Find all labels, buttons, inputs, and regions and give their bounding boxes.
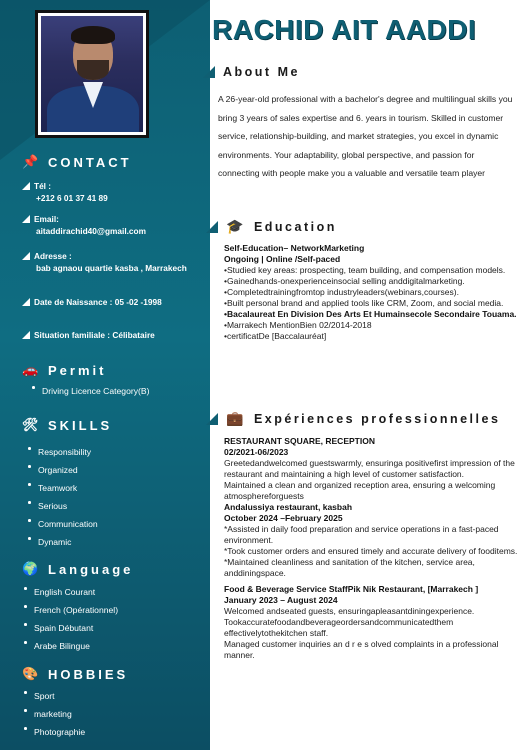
contact-family-status: Situation familiale : Célibataire: [22, 329, 208, 341]
education-line: •Bacalaureat En Division Des Arts Et Humainsecole Secondaire Touama.: [224, 309, 517, 319]
palette-icon: 🎨: [22, 666, 42, 681]
list-item: French (Opérationnel): [24, 601, 118, 619]
job-description: *Took customer orders and ensured timely and accurate delivery of fooditems.: [224, 546, 518, 556]
email-value[interactable]: aitaddirachid40@gmail.com: [36, 226, 146, 236]
graduation-cap-icon: 🎓: [226, 218, 246, 234]
contact-phone: Tél : +212 6 01 37 41 89: [22, 180, 208, 204]
list-item: Spain Débutant: [24, 619, 118, 637]
job-dates: January 2023 – August 2024: [224, 595, 338, 605]
list-item: Teamwork: [28, 479, 98, 497]
contact-email: Email: aitaddirachid40@gmail.com: [22, 213, 208, 237]
education-line: •Studied key areas: prospecting, team building, and compensation models.: [224, 265, 506, 275]
job-dates: 02/2021-06/2023: [224, 447, 289, 457]
list-item: Responsibility: [28, 443, 98, 461]
education-line: •certificatDe [Baccalauréat]: [224, 331, 327, 341]
experience-heading: 💼 Expériences professionnelles: [206, 410, 500, 427]
list-item: marketing: [24, 705, 85, 723]
job-description: Greetedandwelcomed guestswarmly, ensuringa positivefirst impression of the restaurant and maintaining a high level of customer satisfaction.: [224, 458, 515, 479]
profile-photo: [35, 10, 149, 138]
list-item: Arabe Bilingue: [24, 637, 118, 655]
triangle-bullet-icon: [22, 298, 30, 306]
education-details: [224, 243, 522, 342]
triangle-marker-icon: [203, 66, 215, 78]
contact-heading: 📌 CONTACT: [22, 154, 132, 170]
person-name: RACHID AIT AADDI: [212, 14, 477, 45]
job-title: Food & Beverage Service StaffPik Nik Restaurant, [Marrakech ]: [224, 584, 479, 594]
permit-list: [32, 382, 149, 400]
triangle-bullet-icon: [22, 182, 30, 190]
skills-list: [28, 443, 98, 551]
hobbies-list: [24, 687, 85, 741]
permit-heading: 🚗 Permit: [22, 362, 107, 378]
skills-heading: 🛠 SKILLS: [22, 417, 113, 433]
phone-value[interactable]: +212 6 01 37 41 89: [36, 193, 108, 203]
list-item: Sport: [24, 687, 85, 705]
globe-icon: 🌍: [22, 561, 42, 576]
list-item: Dynamic: [28, 533, 98, 551]
hobbies-heading: 🎨 HOBBIES: [22, 666, 129, 682]
triangle-bullet-icon: [22, 252, 30, 260]
triangle-bullet-icon: [22, 215, 30, 223]
list-item: Communication: [28, 515, 98, 533]
list-item: English Courant: [24, 583, 118, 601]
education-line: Self-Education– NetworkMarketing: [224, 243, 365, 253]
car-icon: 🚗: [22, 362, 42, 377]
education-line: •Built personal brand and applied tools like CRM, Zoom, and social media.: [224, 298, 504, 308]
job-description: Welcomed andseated guests, ensuringapleasantdiningexperience. Tookaccuratefoodandbeverageordersandcommunicatedthem effectivelytothekitchen staff.: [224, 606, 475, 638]
pin-icon: 📌: [22, 154, 42, 169]
language-heading: 🌍 Language: [22, 561, 134, 577]
contact-birthdate: Date de Naissance : 05 -02 -1998: [22, 296, 208, 308]
list-item: Organized: [28, 461, 98, 479]
education-heading: 🎓 Education: [206, 218, 337, 235]
list-item: Driving Licence Category(B): [32, 382, 149, 400]
address-value: bab agnaou quartie kasba , Marrakech: [36, 263, 187, 273]
list-item: Photographie: [24, 723, 85, 741]
education-line: •Marrakech MentionBien 02/2014-2018: [224, 320, 372, 330]
sidebar: [0, 0, 210, 750]
triangle-marker-icon: [206, 413, 218, 425]
experience-details: [224, 436, 522, 661]
job-dates: October 2024 –February 2025: [224, 513, 343, 523]
about-heading: About Me: [203, 65, 300, 79]
job-title: Andalussiya restaurant, kasbah: [224, 502, 353, 512]
triangle-marker-icon: [206, 221, 218, 233]
job-description: Managed customer inquiries an d r e s olved complaints in a professional manner.: [224, 639, 499, 660]
bottom-fade: [210, 700, 530, 750]
about-text: A 26-year-old professional with a bachelor's degree and multilingual skills you bring 3 years of sales expertise and 6. years in tourism. Skilled in customer service, relationship-building, and market strategies, you excel in dynamic environments. Your adaptability, global perspective, and passion for connecting with people make you a valuable and versatile team player: [218, 94, 513, 178]
education-line: •Completedtrainingfromtop industryleaders(webinars,courses).: [224, 287, 459, 297]
contact-address: Adresse : bab agnaou quartie kasba , Marrakech: [22, 250, 208, 274]
list-item: Serious: [28, 497, 98, 515]
language-list: [24, 583, 118, 655]
job-title: RESTAURANT SQUARE, RECEPTION: [224, 436, 375, 446]
tools-icon: 🛠: [22, 417, 42, 432]
education-line: •Gainedhands-onexperienceinsocial selling anddigitalmarketing.: [224, 276, 465, 286]
job-description: *Maintained cleanliness and sanitation of the kitchen, service area, anddiningspace.: [224, 557, 475, 578]
triangle-bullet-icon: [22, 331, 30, 339]
education-line: Ongoing | Online /Self-paced: [224, 254, 341, 264]
briefcase-icon: 💼: [226, 410, 246, 426]
job-description: Maintained a clean and organized reception area, ensuring a welcoming atmosphereforguests: [224, 480, 496, 501]
job-description: *Assisted in daily food preparation and service operations in a fast-paced environment.: [224, 524, 499, 545]
